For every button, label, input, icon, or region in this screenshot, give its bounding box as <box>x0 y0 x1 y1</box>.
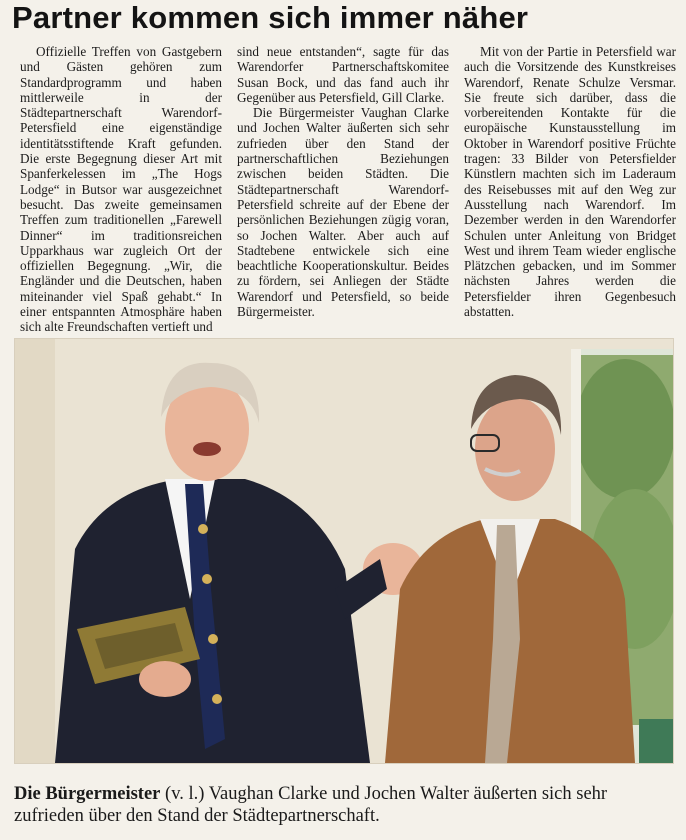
caption-bold-lead: Die Bürgermeister <box>14 784 161 804</box>
column-2-paragraph-1: sind neue entstanden“, sagte für das Warendorfer Partnerschaftskomitee Susan Bock, und das fand auch ihr Gegenüber aus Petersfield, Gill Clarke. <box>237 44 449 105</box>
column-1-paragraph: Offizielle Treffen von Gastgebern und Gästen gehören zum Standardprogramm und haben mittlerweile in der Städtepartnerschaft Warendorf-Petersfield eine eigenständige identitätsstiftende Kraft gefunden. Die erste Begegnung dieser Art mit Spanferkelessen im „The Hogs Lodge“ in Butsor war ausgezeichnet besucht. Das zweite gemeinsamen Treffen zum traditionellen „Farewell Dinner“ im traditionsreichen Upparkhaus war zugleich Ort der offiziellen Begegnung. „Wir, die Engländer und die Deutschen, haben miteinander viel Spaß gehabt.“ In einer entspannten Atmosphäre haben sich alte Freundschaften vertieft und <box>20 44 222 335</box>
news-photo <box>14 338 674 764</box>
column-2-paragraph-2: Die Bürgermeister Vaughan Clarke und Jochen Walter äußerten sich sehr zufrieden über den Stand der partnerschaftlichen Beziehungen zwischen beiden Städten. Die Städtepartnerschaft Warendorf-Petersfield schreite auf der Ebene der persönlichen Beziehungen zügig voran, so Jochen Walter. Aber auch auf Stadtebene entwickele sich eine beachtliche Kooperationskultur. Beides zu fördern, sei Anliegen der Städte Warendorf und Petersfield, so beide Bürgermeister. <box>237 105 449 320</box>
article-column-2 <box>237 44 449 319</box>
article-column-1 <box>20 44 222 335</box>
article-headline: Partner kommen sich immer näher <box>12 0 529 35</box>
photo-illustration <box>15 339 673 763</box>
caption-text: (v. l.) Vaughan Clarke und Jochen Walter äußerten sich sehr zufrieden über den Stand der Städtepartnerschaft. <box>14 784 608 826</box>
column-3-paragraph: Mit von der Partie in Petersfield war auch die Vorsitzende des Kunstkreises Warendorf, Renate Schulze Versmar. Sie freute sich darüber, dass die vorbereitenden Kontakte für die europäische Kunstausstellung im Oktober in Warendorf positive Früchte tragen: 33 Bilder von Petersfielder Künstlern machten sich im Laderaum des Reisebusses mit auf den Weg zur Ausstellung nach Warendorf. Im Dezember werden in den Warendorfer Schulen unter Anleitung von Bridget West und ihrem Team wieder englische Plätzchen gebacken, und im Sommer nächsten Jahres werden die Petersfielder ihren Gegenbesuch abstatten. <box>464 44 676 320</box>
article-column-3 <box>464 44 676 319</box>
photo-caption <box>14 783 674 827</box>
